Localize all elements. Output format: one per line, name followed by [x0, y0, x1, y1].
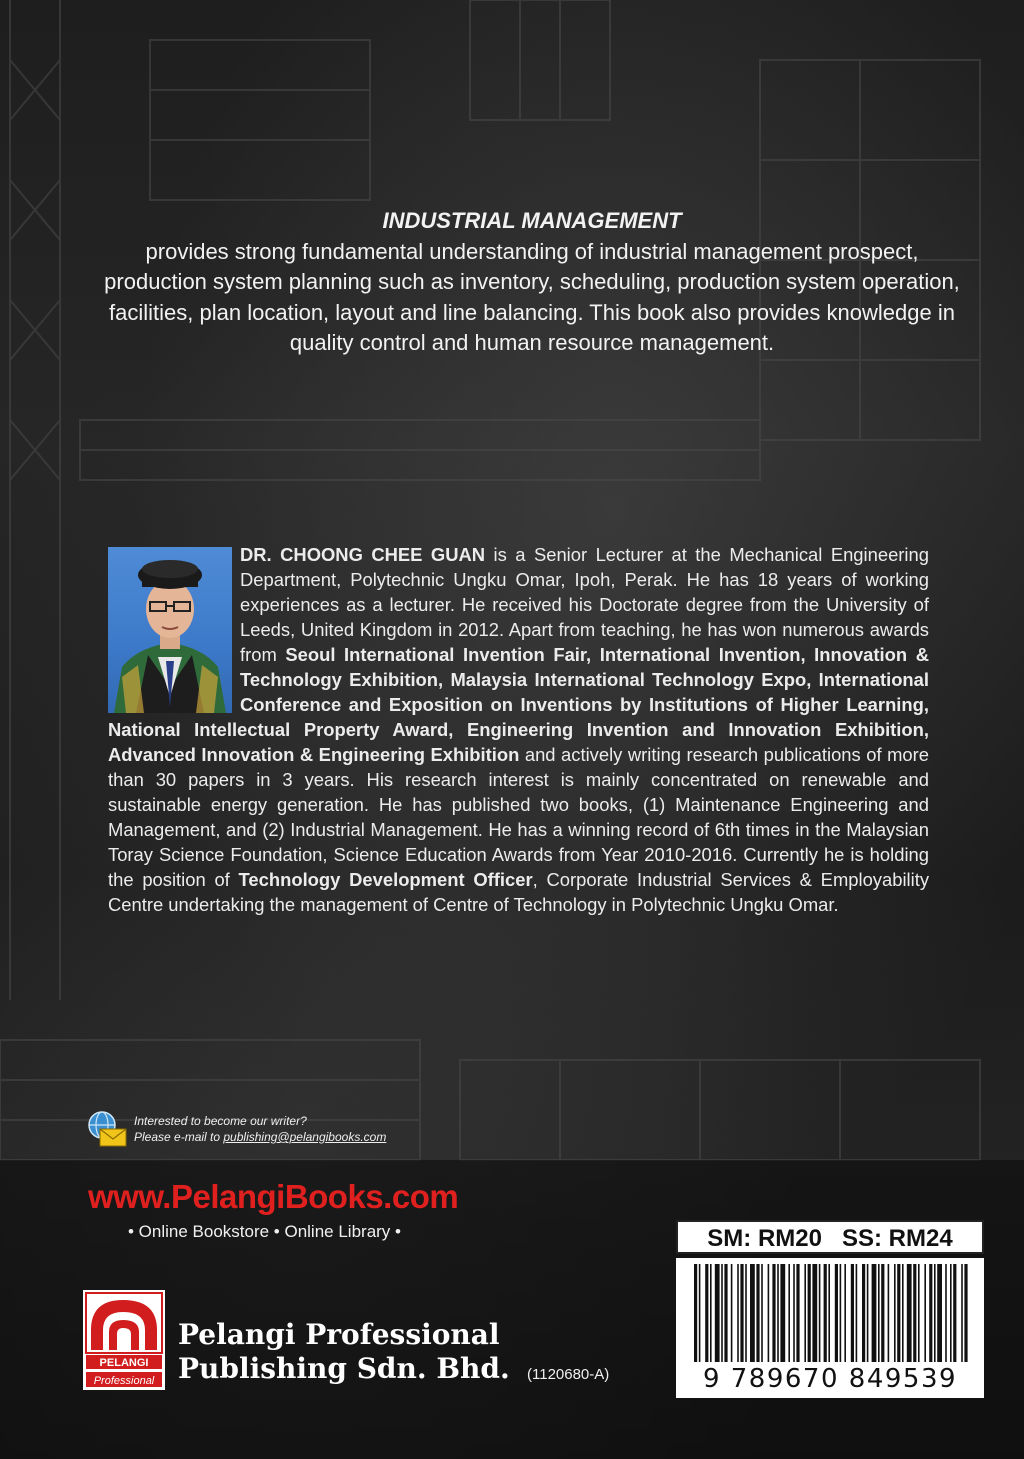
barcode-bar [737, 1264, 739, 1362]
logo-text: PELANGI [99, 1357, 149, 1369]
writer-email-link[interactable]: publishing@pelangibooks.com [223, 1130, 387, 1144]
barcode-bar [856, 1264, 858, 1362]
publisher-line-1: Pelangi Professional [178, 1318, 500, 1351]
author-biography [108, 542, 929, 917]
barcode-bar [694, 1264, 697, 1362]
bio-part-3: , Corporate Industrial Services & Employability Centre undertaking the management of Centre of Technology in Polytechnic Ungku Omar. [108, 869, 930, 915]
website-url[interactable]: www.PelangiBooks.com [88, 1178, 459, 1215]
barcode-bar [888, 1264, 890, 1362]
price-ss: SS: RM24 [841, 1225, 953, 1252]
writer-line-1: Interested to become our writer? [134, 1114, 307, 1128]
barcode-bar [878, 1264, 880, 1362]
barcode-bar [945, 1264, 947, 1362]
publisher-line-2: Publishing Sdn. Bhd. [178, 1352, 510, 1385]
barcode-bar [953, 1264, 956, 1362]
barcode-bar [705, 1264, 708, 1362]
barcode-bar [777, 1264, 779, 1362]
barcode-bar [934, 1264, 936, 1362]
barcode-bar [793, 1264, 795, 1362]
bio-part-2: and actively writing research publications of more than 30 papers in 3 years. His research interest is mainly concentrated on renewable and sustainable energy generation. He has published two books, (1) Maintenance Engineering and Management, and (2) Industrial Management. He has a winning record of 6th times in the Malaysian Toray Science Foundation, Science Education Awards from Year 2010-2016. Currently he is holding the position of [108, 744, 929, 890]
barcode-bar [756, 1264, 759, 1362]
pelangi-rainbow-logo [83, 1290, 165, 1390]
barcode-bar [761, 1264, 763, 1362]
barcode-bar [964, 1264, 967, 1362]
barcode-bar [808, 1264, 811, 1362]
barcode-bar [772, 1264, 775, 1362]
barcode-bar [824, 1264, 827, 1362]
price-sm: SM: RM20 [707, 1225, 822, 1252]
barcode-bars [676, 1258, 984, 1368]
barcode-bar [780, 1264, 785, 1362]
barcode-bar [724, 1264, 727, 1362]
barcode-bar [851, 1264, 854, 1362]
barcode-bar [907, 1264, 912, 1362]
barcode-bar [913, 1264, 916, 1362]
writer-line-2: Please e-mail to [134, 1130, 224, 1144]
barcode-bar [819, 1264, 821, 1362]
bio-position: Technology Development Officer [238, 869, 533, 890]
barcode-bar [835, 1264, 838, 1362]
barcode-bar [918, 1264, 920, 1362]
isbn-barcode [676, 1258, 984, 1398]
barcode-bar [894, 1264, 896, 1362]
barcode-bar [740, 1264, 743, 1362]
barcode-bar [862, 1264, 865, 1362]
barcode-bar [796, 1264, 799, 1362]
barcode-bar [804, 1264, 806, 1362]
globe-envelope-icon [86, 1109, 128, 1149]
barcode-bar [902, 1264, 904, 1362]
barcode-bar [715, 1264, 720, 1362]
isbn-number: 9 789670 849539 [702, 1364, 958, 1394]
bio-awards: Seoul International Invention Fair, International Invention, Innovation & Technology Exhibition, Malaysia International Technology Expo, International Conference and Exposition on Inventions by Institutions of Higher Learning, National Intellectual Property Award, Engineering Invention and Innovation Exhibition, Advanced Innovation & Engineering Exhibition [108, 644, 929, 765]
barcode-bar [721, 1264, 723, 1362]
barcode-bar [961, 1264, 963, 1362]
barcode-bar [924, 1264, 926, 1362]
barcode-bar [867, 1264, 869, 1362]
barcode-bar [745, 1264, 747, 1362]
bio-part-1: is a Senior Lecturer at the Mechanical Engineering Department, Polytechnic Ungku Omar, Ipoh, Perak. He has 18 years of working experiences as a lecturer. He received his Doctorate degree from the University of Leeds, United Kingdom in 2012. Apart from teaching, he has won numerous awards from [240, 544, 929, 665]
barcode-bar [844, 1264, 846, 1362]
barcode-bar [840, 1264, 842, 1362]
barcode-bar [872, 1264, 877, 1362]
book-description-text: provides strong fundamental understanding of industrial management prospect, production system planning such as inventory, scheduling, production system operation, facilities, plan location, layout and line balancing. This book also provides knowledge in quality control and human resource management. [104, 238, 960, 355]
book-description [100, 206, 964, 359]
barcode-bar [699, 1264, 701, 1362]
publisher-name [178, 1318, 510, 1386]
barcode-bar [710, 1264, 712, 1362]
logo-subtext: Professional [93, 1375, 155, 1387]
book-title: INDUSTRIAL MANAGEMENT [382, 208, 682, 233]
price-box [676, 1220, 984, 1254]
author-name: DR. CHOONG CHEE GUAN [240, 544, 486, 565]
barcode-bar [768, 1264, 770, 1362]
website-tagline: • Online Bookstore • Online Library • [128, 1222, 401, 1241]
barcode-bar [937, 1264, 942, 1362]
barcode-bar [750, 1264, 755, 1362]
barcode-bar [731, 1264, 733, 1362]
barcode-bar [828, 1264, 830, 1362]
company-number: (1120680-A) [527, 1366, 610, 1383]
barcode-bar [897, 1264, 900, 1362]
barcode-bar [929, 1264, 932, 1362]
barcode-bar [950, 1264, 952, 1362]
barcode-bar [812, 1264, 817, 1362]
barcode-bar [788, 1264, 790, 1362]
barcode-bar [881, 1264, 884, 1362]
